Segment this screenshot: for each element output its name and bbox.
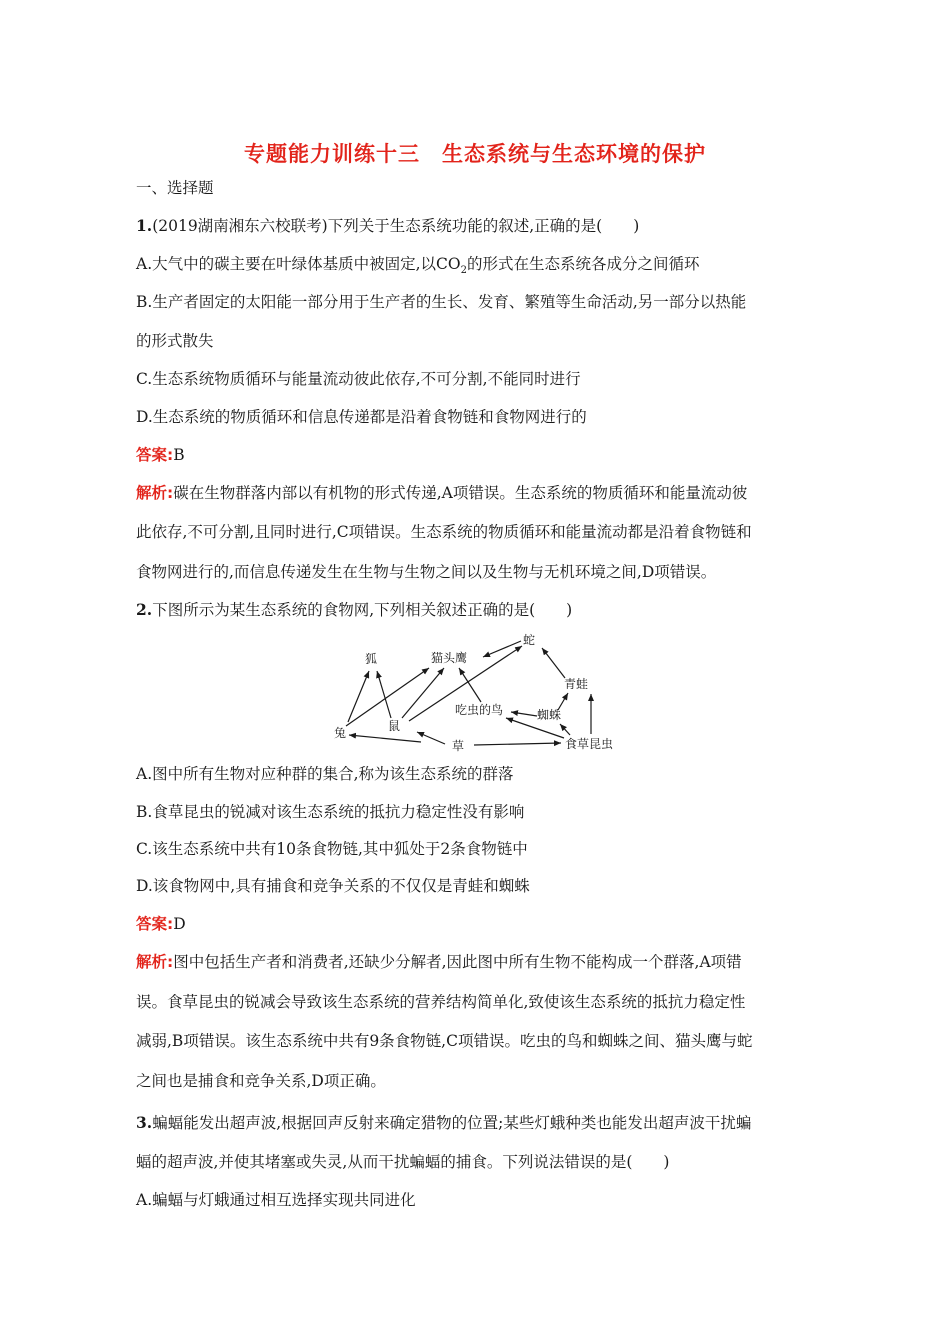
q1-stem [136, 216, 826, 236]
node-grass: 草 [452, 739, 465, 753]
page-title: 专题能力训练十三 生态系统与生态环境的保护 [244, 142, 706, 166]
q1-option-c: C.生态系统物质循环与能量流动彼此依存,不可分割,不能同时进行 [136, 370, 581, 388]
q1-analysis-line2: 此依存,不可分割,且同时进行,C项错误。生态系统的物质循环和能量流动都是沿着食物链和 [136, 523, 752, 541]
node-spider: 蜘蛛 [537, 708, 562, 722]
section-heading: 一、选择题 [136, 179, 214, 197]
node-bird: 吃虫的鸟 [455, 703, 504, 717]
q2-number: 2. [136, 600, 153, 619]
q2-option-a: A.图中所有生物对应种群的集合,称为该生态系统的群落 [136, 765, 514, 783]
q2-analysis-line3: 减弱,B项错误。该生态系统中共有9条食物链,C项错误。吃虫的鸟和蜘蛛之间、猫头鹰与蛇 [136, 1032, 753, 1050]
q2-option-b: B.食草昆虫的锐减对该生态系统的抵抗力稳定性没有影响 [136, 803, 525, 821]
q2-answer-label: 答案: [136, 915, 174, 933]
q1-answer [136, 445, 826, 465]
q1-option-a [136, 254, 826, 281]
edge-grass-insect [474, 743, 561, 745]
q2-analysis-line4: 之间也是捕食和竞争关系,D项正确。 [136, 1072, 386, 1090]
q2-analysis-line1 [136, 952, 826, 972]
q1-analysis-text1: 碳在生物群落内部以有机物的形式传递,A项错误。生态系统的物质循环和能量流动彼 [173, 484, 748, 502]
edge-frog-snake [542, 648, 565, 678]
q3-stem-line1 [136, 1113, 826, 1133]
node-fox: 狐 [365, 652, 378, 666]
q2-stem-text: 下图所示为某生态系统的食物网,下列相关叙述正确的是( ) [152, 601, 573, 619]
edge-mouse-owl [402, 668, 444, 718]
node-insect: 食草昆虫 [565, 737, 614, 751]
node-frog: 青蛙 [564, 677, 589, 691]
q1-option-b-line1: B.生产者固定的太阳能一部分用于生产者的生长、发育、繁殖等生命活动,另一部分以热能 [136, 293, 747, 311]
q1-number: 1. [136, 216, 153, 235]
q2-stem [136, 600, 826, 620]
node-rabbit: 兔 [334, 726, 347, 740]
q2-answer [136, 914, 826, 934]
q3-stem-line2: 蝠的超声波,并使其堵塞或失灵,从而干扰蝙蝠的捕食。下列说法错误的是( ) [136, 1153, 670, 1171]
q1-option-a-text: A.大气中的碳主要在叶绿体基质中被固定,以CO [136, 255, 461, 273]
q1-answer-value: B [173, 446, 185, 464]
q3-number: 3. [136, 1113, 153, 1132]
q3-stem-text1: 蝙蝠能发出超声波,根据回声反射来确定猎物的位置;某些灯蛾种类也能发出超声波干扰蝙 [152, 1114, 752, 1132]
q1-stem-text: (2019湖南湘东六校联考)下列关于生态系统功能的叙述,正确的是( ) [152, 217, 640, 235]
q2-answer-value: D [173, 915, 186, 933]
q1-analysis-line3: 食物网进行的,而信息传递发生在生物与生物之间以及生物与无机环境之间,D项错误。 [136, 563, 717, 581]
edge-spider-bird [511, 712, 537, 716]
q2-analysis-line2: 误。食草昆虫的锐减会导致该生态系统的营养结构简单化,致使该生态系统的抵抗力稳定性 [136, 993, 746, 1011]
edge-rabbit-fox [348, 671, 369, 722]
edge-mouse-fox [377, 671, 391, 718]
q3-option-a: A.蝙蝠与灯蛾通过相互选择实现共同进化 [136, 1191, 416, 1209]
q2-analysis-label: 解析: [136, 953, 174, 971]
node-snake: 蛇 [523, 633, 536, 647]
q1-answer-label: 答案: [136, 446, 174, 464]
q1-option-a-text-end: 的形式在生态系统各成分之间循环 [467, 255, 700, 273]
q1-analysis-line1 [136, 483, 826, 503]
q2-analysis-text1: 图中包括生产者和消费者,还缺少分解者,因此图中所有生物不能构成一个群落,A项错 [173, 953, 742, 971]
node-owl: 猫头鹰 [431, 651, 468, 665]
q2-option-c: C.该生态系统中共有10条食物链,其中狐处于2条食物链中 [136, 840, 528, 858]
node-mouse: 鼠 [388, 719, 401, 733]
q2-option-d: D.该食物网中,具有捕食和竞争关系的不仅仅是青蛙和蜘蛛 [136, 877, 530, 895]
edge-grass-rabbit [349, 735, 421, 742]
q1-option-d: D.生态系统的物质循环和信息传递都是沿着食物链和食物网进行的 [136, 408, 587, 426]
q1-option-b-line2: 的形式散失 [136, 332, 214, 350]
q1-analysis-label: 解析: [136, 484, 174, 502]
edge-snake-owl [483, 641, 521, 657]
edge-grass-mouse [417, 732, 445, 744]
q1-option-a-subscript: 2 [460, 265, 467, 277]
edge-insect-spider [560, 724, 570, 735]
food-web-diagram [325, 628, 625, 756]
